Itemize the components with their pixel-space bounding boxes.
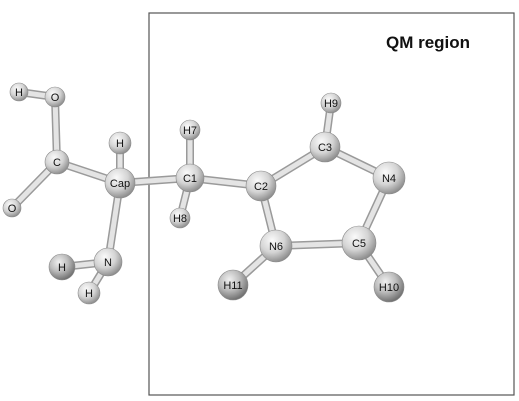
atom-c2 <box>246 171 276 201</box>
atom-layer <box>3 83 405 304</box>
atom-c3 <box>310 132 340 162</box>
atom-h-n2 <box>78 282 100 304</box>
atom-n <box>94 248 122 276</box>
atom-label: N6 <box>268 241 284 253</box>
atom-h9 <box>321 93 341 113</box>
atom-cap <box>105 168 135 198</box>
atom-h11 <box>218 270 248 300</box>
atom-label: O <box>7 203 17 215</box>
atom-h-n1 <box>49 254 75 280</box>
atom-label: H10 <box>378 282 400 294</box>
atom-label: O <box>50 92 60 104</box>
qm-region-box <box>149 13 514 395</box>
atom-label: C2 <box>253 181 269 193</box>
atom-label: C5 <box>351 238 367 250</box>
atom-h-cap <box>109 132 131 154</box>
atom-label: H9 <box>323 98 339 110</box>
atom-h-top <box>10 83 28 101</box>
atom-o-top <box>45 87 65 107</box>
atom-label: C3 <box>317 142 333 154</box>
atom-label: H <box>15 87 23 99</box>
atom-label: Cap <box>109 178 131 190</box>
atom-n6 <box>260 230 292 262</box>
atom-label: H11 <box>223 280 243 292</box>
atom-label: H <box>85 288 93 300</box>
atom-label: N <box>104 257 112 269</box>
atom-label: H <box>116 138 124 150</box>
atom-h8 <box>170 208 190 228</box>
atom-label: C <box>53 157 61 169</box>
atom-label: H7 <box>182 125 198 137</box>
atom-label: C1 <box>182 173 198 185</box>
atom-n4 <box>373 162 405 194</box>
qm-region-label: QM region <box>386 33 471 52</box>
atom-c1 <box>176 164 204 192</box>
atom-c <box>45 150 69 174</box>
atom-o-left <box>3 199 21 217</box>
atom-h10 <box>374 272 404 302</box>
atom-label: H <box>58 262 66 274</box>
atom-h7 <box>180 120 200 140</box>
atom-label: N4 <box>381 173 397 185</box>
atom-label: H8 <box>172 213 188 225</box>
atom-c5 <box>342 226 376 260</box>
